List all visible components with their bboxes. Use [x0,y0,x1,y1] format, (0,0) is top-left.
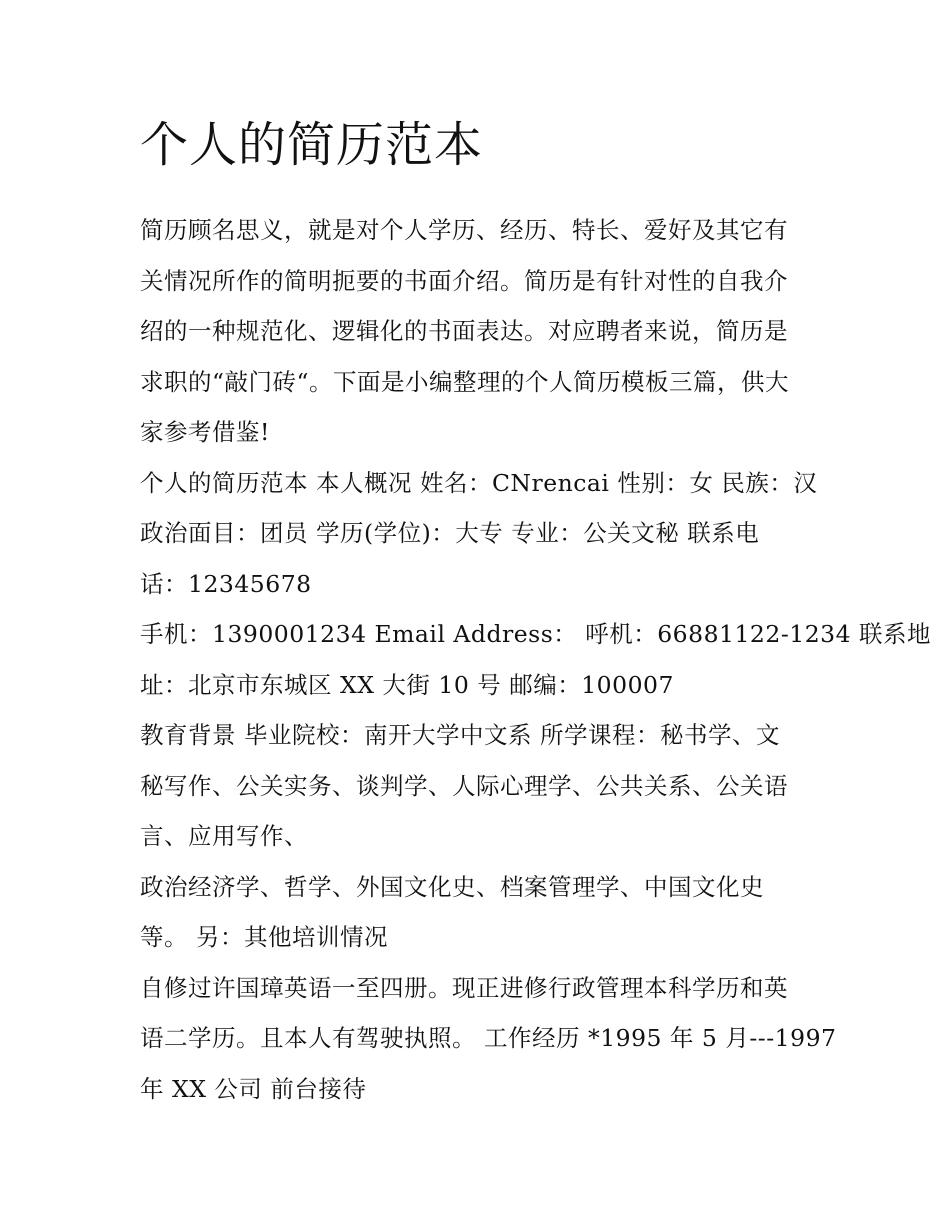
text-line: 秘写作、公关实务、谈判学、人际心理学、公共关系、公关语 [140,771,788,800]
intro-paragraph [140,205,820,458]
text-line: 自修过许国璋英语一至四册。现正进修行政管理本科学历和英 [140,973,788,1002]
text-line: 语二学历。且本人有驾驶执照。 工作经历 *1995 年 5 月---1997 [140,1024,837,1052]
text-line: 话：12345678 [140,569,312,598]
text-line: 家参考借鉴! [140,418,270,446]
text-line: 教育背景 毕业院校：南开大学中文系 所学课程：秘书学、文 [140,721,780,749]
education-paragraph [140,710,820,862]
personal-info-paragraph [140,458,820,610]
text-line: 求职的“敲门砖“。下面是小编整理的个人简历模板三篇，供大 [140,367,790,396]
courses-paragraph [140,862,820,963]
text-line: 年 XX 公司 前台接待 [140,1074,367,1103]
text-line: 关情况所作的简明扼要的书面介绍。简历是有针对性的自我介 [140,266,788,295]
document-page [140,113,932,1114]
text-line: 址：北京市东城区 XX 大街 10 号 邮编：100007 [140,670,674,699]
text-line: 手机：1390001234 Email Address： 呼机：66881122-1234 联系地 [140,620,932,648]
text-line: 言、应用写作、 [140,822,308,850]
text-line: 政治经济学、哲学、外国文化史、档案管理学、中国文化史 [140,872,764,901]
experience-paragraph [140,963,837,1115]
contact-paragraph [140,609,932,710]
document-title: 个人的简历范本 [140,117,484,173]
text-line: 政治面目：团员 学历(学位)：大专 专业：公关文秘 联系电 [140,519,760,547]
text-line: 等。 另：其他培训情况 [140,923,388,951]
text-line: 个人的简历范本 本人概况 姓名：CNrencai 性别：女 民族：汉 [140,468,818,497]
text-line: 绍的一种规范化、逻辑化的书面表达。对应聘者来说，简历是 [140,317,788,345]
text-line: 简历顾名思义，就是对个人学历、经历、特长、爱好及其它有 [140,216,788,244]
